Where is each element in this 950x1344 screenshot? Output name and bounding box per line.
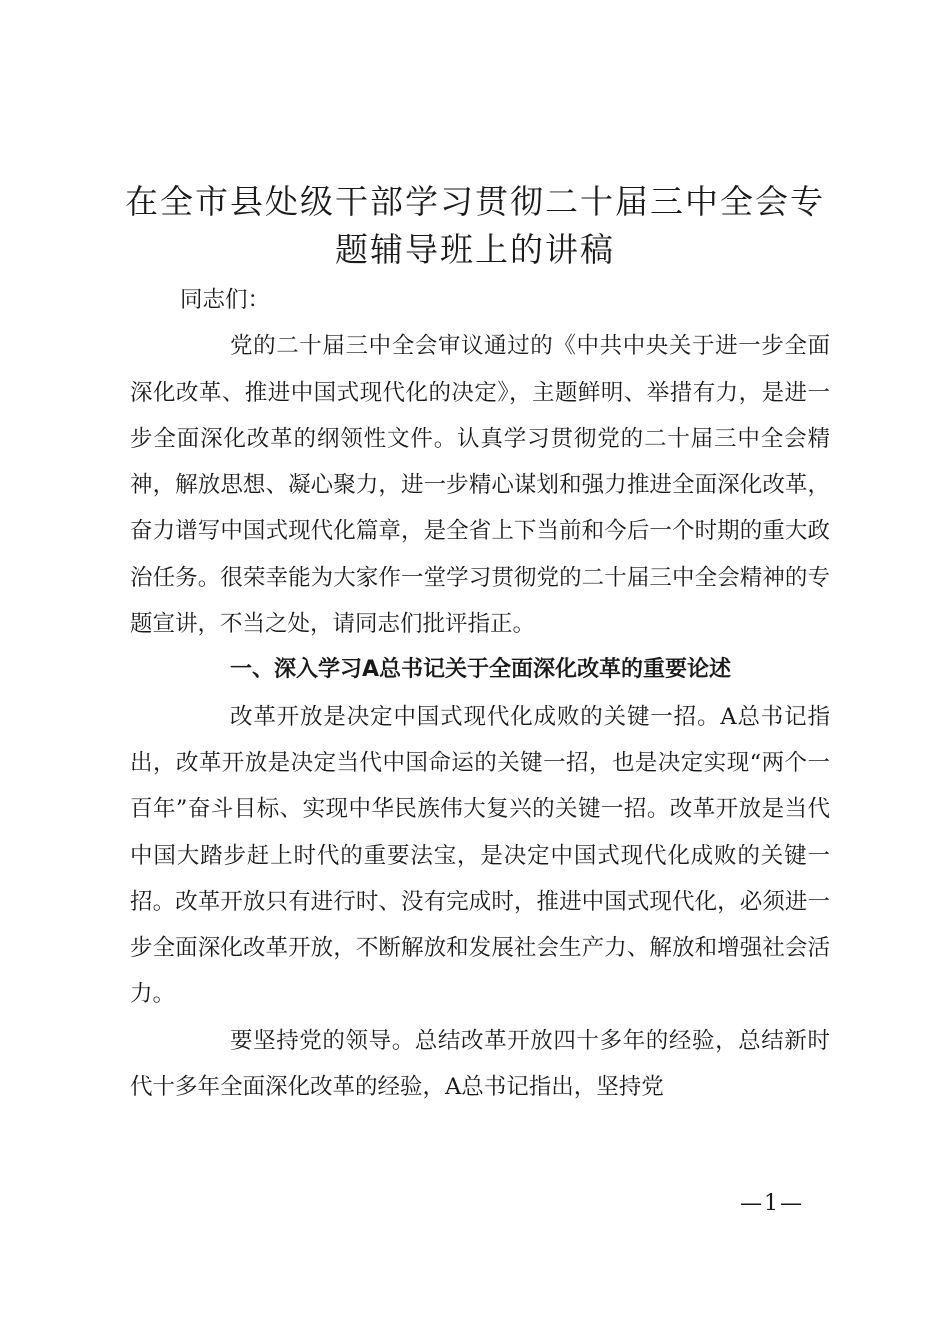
- paragraph-intro: 党的二十届三中全会审议通过的《中共中央关于进一步全面深化改革、推进中国式现代化的决定》，主题鲜明、举措有力，是进一步全面深化改革的纲领性文件。认真学习贯彻党的二十届三中全会精神，解放思想、凝心聚力，进一步精心谋划和强力推进全面深化改革，奋力谱写中国式现代化篇章，是全省上下当前和今后一个时期的重大政治任务。很荣幸能为大家作一堂学习贯彻党的二十届三中全会精神的专题宣讲，不当之处，请同志们批评指正。: [130, 333, 830, 638]
- page-number: —1—: [740, 1191, 804, 1216]
- title-line-1: 在全市县处级干部学习贯彻二十届三中全会专: [125, 182, 825, 221]
- document-body: [130, 277, 830, 1110]
- paragraph-reform: 改革开放是决定中国式现代化成败的关键一招。A总书记指出，改革开放是决定当代中国命运的关键一招，也是决定实现“两个一百年”奋斗目标、实现中华民族伟大复兴的关键一招。改革开放是当代中国大踏步赶上时代的重要法宝，是决定中国式现代化成败的关键一招。改革开放只有进行时、没有完成时，推进中国式现代化，必须进一步全面深化改革开放，不断解放和发展社会生产力、解放和增强社会活力。: [130, 703, 830, 1008]
- title-line-2: 题辅导班上的讲稿: [335, 230, 615, 269]
- paragraph-party-leadership: 要坚持党的领导。总结改革开放四十多年的经验，总结新时代十多年全面深化改革的经验，A总书记指出，坚持党: [130, 1027, 830, 1101]
- section-heading-1: 一、深入学习A总书记关于全面深化改革的重要论述: [230, 657, 732, 683]
- document-title: [110, 178, 840, 274]
- salutation: 同志们：: [180, 287, 271, 313]
